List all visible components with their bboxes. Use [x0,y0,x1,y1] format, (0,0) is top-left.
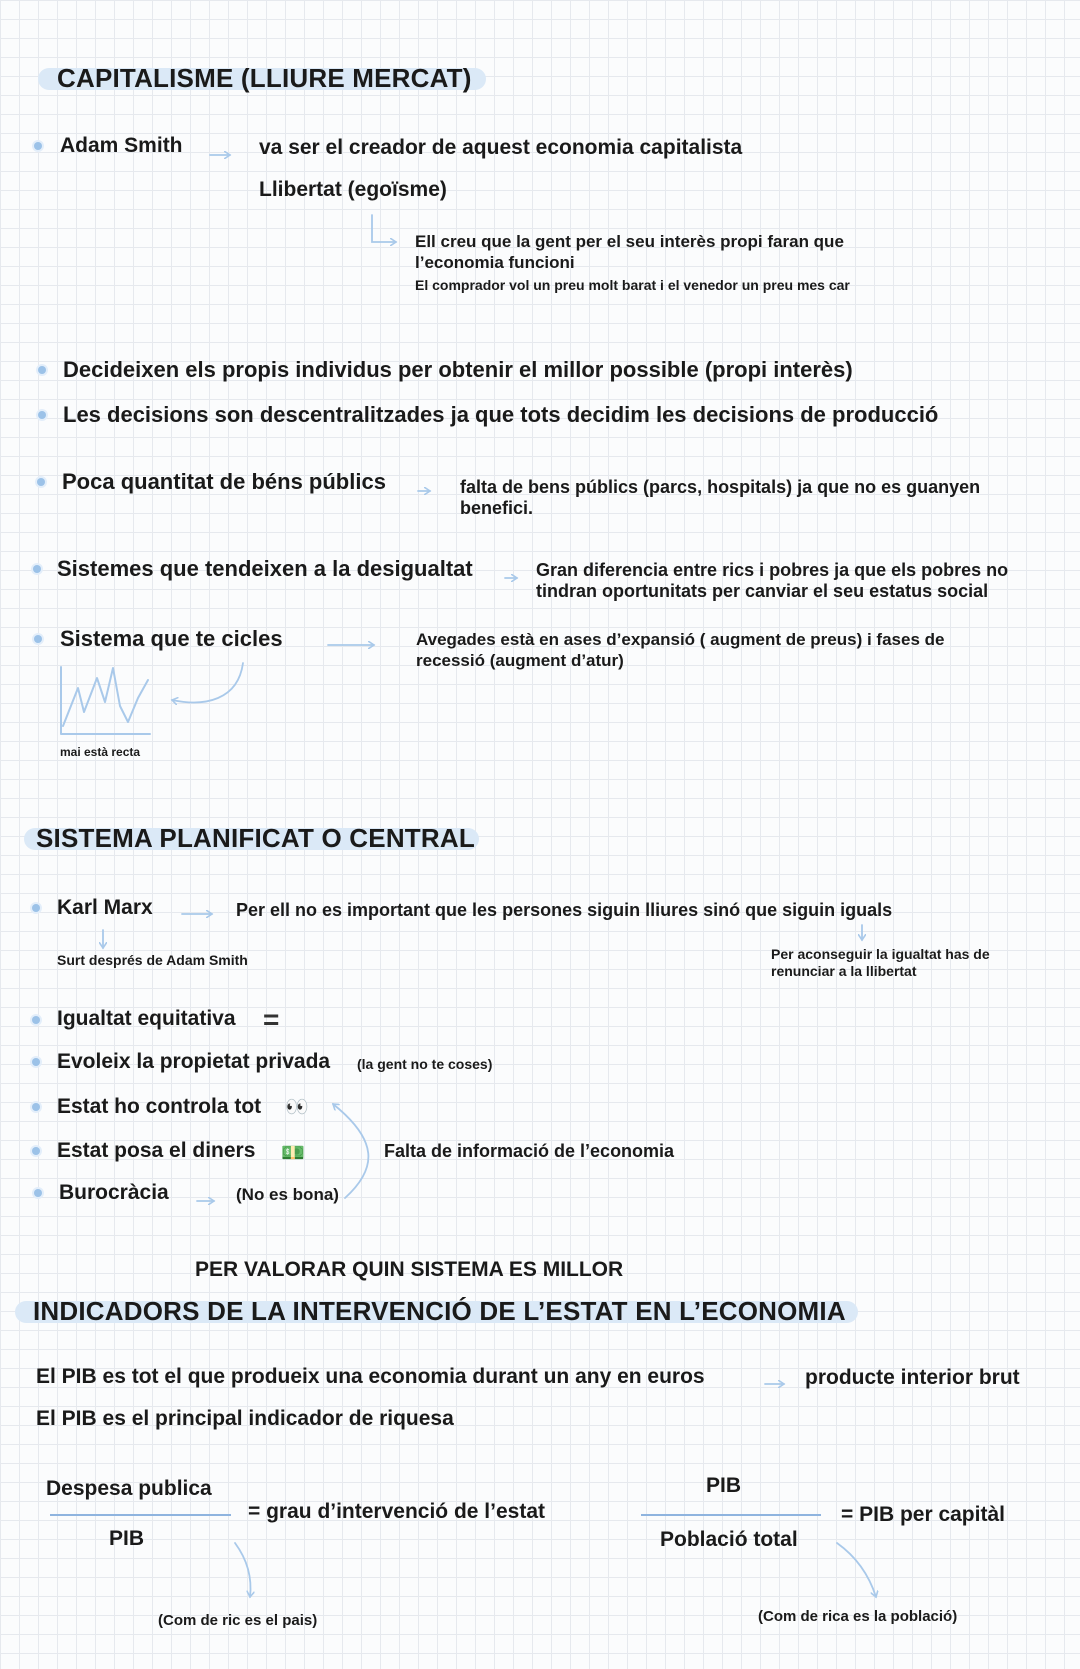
formula1-numerator: Despesa publica [46,1477,212,1500]
example-text: El comprador vol un preu molt barat i el venedor un preu mes car [415,277,850,293]
adam-smith-label: Adam Smith [60,134,183,157]
formula1-result: = grau d’intervenció de l’estat [248,1500,546,1523]
bullet-adam-smith [34,142,42,150]
graph-caption: mai està recta [60,745,141,759]
arrow-formula2-note [837,1543,876,1597]
indicators-subtitle: PER VALORAR QUIN SISTEMA ES MILLOR [195,1258,624,1281]
pib-main: El PIB es el principal indicador de riquesa [36,1407,454,1430]
formula1-denominator: PIB [109,1527,145,1550]
arrow-freedom-belief [372,215,396,242]
cycles-note: Avegades està en ases d’expansió ( augment de preus) i fases de recessió (augment d’atur) [416,630,945,670]
planned-title: SISTEMA PLANIFICAT O CENTRAL [36,823,475,853]
pib-full-name: producte interior brut [805,1366,1020,1389]
karl-marx-label: Karl Marx [57,896,153,919]
arrow-formula1-note [235,1543,251,1597]
property-note: (la gent no te coses) [357,1056,493,1072]
bullet-property [32,1058,40,1066]
bullet-state-money [32,1147,40,1155]
state-money-text: Estat posa el diners [57,1139,256,1162]
public-goods-note: falta de bens públics (parcs, hospitals) ja que no es guanyen benefici. [460,477,981,518]
equality-cost-text: Per aconseguir la igualtat has de renunciar a la llibertat [771,946,990,979]
bullet-equality [32,1016,40,1024]
money-icon: 💵 [281,1143,305,1164]
cycles-graph [61,667,150,734]
bullet-public-goods [37,478,45,486]
bullet-individuals [38,366,46,374]
formula2-fraction-line [641,1514,821,1516]
marx-view-text: Per ell no es important que les persones siguin lliures sinó que siguin iguals [236,900,893,920]
equality-text: Igualtat equitativa [57,1007,236,1030]
arrow-cycles-graph [172,663,243,702]
bullet-cycles [34,635,42,643]
bullet-karl-marx [32,904,40,912]
creator-text: va ser el creador de aquest economia capitalista [259,136,743,159]
freedom-text: Llibertat (egoïsme) [259,178,447,201]
formula2-numerator: PIB [706,1474,742,1497]
bullet-inequality [33,565,41,573]
bullet-decentralized [38,411,46,419]
capitalism-title: CAPITALISME (LLIURE MERCAT) [57,63,472,93]
formula2-denominator: Població total [660,1528,798,1551]
pib-definition: El PIB es tot el que produeix una economia durant un any en euros [36,1365,705,1388]
indicators-title: INDICADORS DE LA INTERVENCIÓ DE L’ESTAT EN L’ECONOMIA [33,1296,846,1326]
public-goods-text: Poca quantitat de béns públics [62,469,386,494]
cycles-text: Sistema que te cicles [60,626,283,651]
graph-axes [61,667,150,734]
individuals-text: Decideixen els propis individus per obtenir el millor possible (propi interès) [63,357,853,382]
bullet-state-controls [32,1103,40,1111]
property-text: Evoleix la propietat privada [57,1050,331,1073]
graph-line [63,668,148,726]
formula1-note: (Com de ric es el pais) [158,1612,318,1629]
eyes-icon: 👀 [285,1097,309,1118]
inequality-text: Sistemes que tendeixen a la desigualtat [57,556,473,581]
equals-sign: = [263,1004,280,1035]
formula2-note: (Com de rica es la població) [758,1608,958,1625]
state-controls-text: Estat ho controla tot [57,1095,262,1118]
formula1-fraction-line [50,1514,231,1516]
info-lack-text: Falta de informació de l’economia [384,1141,675,1161]
after-smith-text: Surt després de Adam Smith [57,952,248,968]
belief-text: Ell creu que la gent per el seu interès propi faran que l’economia funcioni [415,232,844,272]
formula2-result: = PIB per capitàl [841,1503,1005,1526]
decentralized-text: Les decisions son descentralitzades ja que tots decidim les decisions de producció [63,402,939,427]
inequality-note: Gran diferencia entre rics i pobres ja que els pobres no tindran oportunitats per canviar el seu estatus social [536,560,1009,601]
bureaucracy-note: (No es bona) [236,1185,339,1204]
bullet-bureaucracy [34,1189,42,1197]
bureaucracy-text: Burocràcia [59,1181,169,1204]
